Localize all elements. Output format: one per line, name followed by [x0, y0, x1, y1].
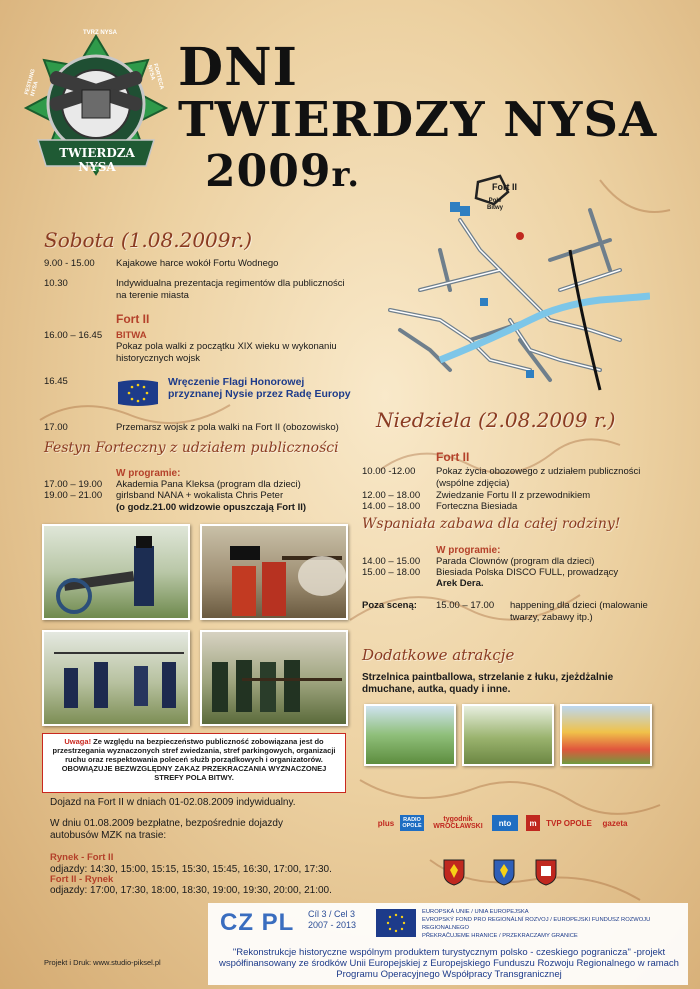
- item-text: Zwiedzanie Fortu II z przewodnikiem: [436, 490, 591, 501]
- warning-prefix: Uwaga!: [64, 737, 92, 746]
- sunday-fort-title: Fort II: [436, 450, 470, 464]
- sunday-heading: Niedziela (2.08.2009 r.): [376, 408, 616, 432]
- title-line-3: [205, 146, 361, 197]
- item-time: 17.00 – 19.00: [44, 479, 103, 490]
- cil-line-1: Cíl 3 / Cel 3: [308, 909, 356, 919]
- saturday-item-2: [44, 278, 364, 304]
- safety-warning-box: [42, 733, 346, 793]
- cannon-scene-icon: [44, 526, 190, 620]
- item-text: girlsband NANA + wokalista Chris Peter: [116, 490, 284, 501]
- extras-text: Strzelnica paintballowa, strzelanie z łuku, zjeżdżalnie dmuchane, autka, quady i inne.: [362, 672, 614, 695]
- item-text-2: Arek Dera.: [436, 578, 484, 589]
- coat-of-arms-1-icon: [442, 858, 466, 886]
- festyn-program-label: W programie:: [116, 468, 181, 479]
- festyn-heading: Festyn Forteczny z udziałem publiczności: [44, 440, 339, 456]
- sponsor-tygodnik: tygodnik WROCŁAWSKI: [433, 816, 483, 830]
- eu-program-text: [422, 908, 684, 940]
- flag-ceremony-text: Wręczenie Flagi Honorowej przyznanej Nysie przez Radę Europy: [168, 376, 351, 400]
- item-text: Forteczna Biesiada: [436, 501, 518, 512]
- item-time: 15.00 – 18.00: [362, 567, 421, 578]
- stage-text: happening dla dzieci (malowanie twarzy, zabawy itp.): [510, 600, 648, 623]
- photo-bouncy-castle: [560, 704, 652, 766]
- item-time: 9.00 - 15.00: [44, 258, 95, 269]
- title-line-2: TWIERDZY NYSA: [178, 92, 658, 148]
- infantry-scene-icon: [44, 632, 190, 726]
- route-1-times: odjazdy: 14:30, 15:00, 15:15, 15:30, 15:45, 16:30, 17:00, 17:30.: [50, 864, 332, 875]
- eu-flag-icon: [116, 378, 160, 408]
- transport-line-2: W dniu 01.08.2009 bezpłatne, bezpośrednie dojazdy autobusów MZK na trasie:: [50, 818, 283, 841]
- eu-line-1: EUROPSKÁ UNIE / UNIA EUROPEJSKA: [422, 909, 529, 915]
- stage-time: 15.00 – 17.00: [436, 600, 495, 611]
- sunday-item-1: [362, 466, 682, 490]
- sponsor-nto: nto: [492, 815, 518, 831]
- item-time: 14.00 – 15.00: [362, 556, 421, 567]
- czpl-logo: CZ PL: [220, 909, 295, 936]
- photo-cannon: [42, 524, 190, 620]
- saturday-fort-title: Fort II: [116, 312, 150, 326]
- festyn-note: (o godz.21.00 widzowie opuszczają Fort II): [116, 502, 307, 513]
- saturday-item-battle: [44, 330, 364, 366]
- extras-heading: Dodatkowe atrakcje: [362, 646, 515, 664]
- item-text: Przemarsz wojsk z pola walki na Fort II (obozowisko): [116, 422, 339, 433]
- family-item-2: [362, 567, 682, 591]
- map-field-label: Pole Bitwy: [486, 198, 503, 211]
- title-year: 2009: [205, 146, 332, 197]
- route-2-times: odjazdy: 17:00, 17:30, 18:00, 18:30, 19:00, 19:30, 20:00, 21:00.: [50, 885, 332, 896]
- family-heading: Wspaniała zabawa dla całej rodziny!: [362, 516, 621, 532]
- warning-text: Ze względu na bezpieczeństwo publiczność zobowiązana jest do przestrzegania wyznaczonych stref zwiedzania, stref parkingowych, organizacji ruchu oraz respektowania poleceń służb porządkowych i organizatorów.: [52, 737, 336, 764]
- eu-line-2: EVROPSKÝ FOND PRO REGIONÁLNÍ ROZVOJ / EUROPEJSKI FUNDUSZ ROZWOJU REGIONALNEGO: [422, 917, 651, 931]
- festyn-item-2: [44, 490, 364, 502]
- item-text: Parada Clownów (program dla dzieci): [436, 556, 595, 567]
- family-stage: [362, 600, 682, 624]
- transport-line-1: Dojazd na Fort II w dniach 01-02.08.2009 indywidualny.: [50, 797, 296, 808]
- coat-of-arms-2-icon: [492, 858, 516, 886]
- item-time: 10.30: [44, 278, 68, 289]
- cil-logo: [308, 909, 356, 931]
- family-program-label: W programie:: [436, 545, 501, 556]
- sponsor-plus: plus: [377, 818, 395, 828]
- sponsor-m: m: [526, 815, 540, 831]
- item-text: Indywidualna prezentacja regimentów dla publiczności na terenie miasta: [116, 278, 345, 301]
- soldiers-scene-icon: [202, 526, 348, 620]
- fortress-logo: [18, 28, 174, 178]
- logo-ring-top: TVRZ NYSA: [82, 30, 117, 36]
- saturday-item-1: [44, 258, 364, 274]
- item-subtitle: BITWA: [116, 330, 147, 341]
- item-text: Pokaz pola walki z początku XIX wieku w wykonaniu historycznych wojsk: [116, 341, 337, 364]
- photo-infantry: [42, 630, 190, 726]
- route-2-title: Fort II - Rynek: [50, 874, 114, 885]
- eu-project-quote: "Rekonstrukcje historyczne wspólnym produktem turystycznym polsko - czeskiego pogranicza" -projekt współfinansowany ze środków Unii Europejskiej z Europejskiego Funduszu Rozwoju Regionalnego w ramach Programu Operacyjnego Współpracy Transgranicznej: [219, 947, 679, 980]
- stage-label: Poza sceną:: [362, 600, 417, 611]
- sponsor-gazeta: gazeta: [602, 818, 628, 828]
- photo-quad: [462, 704, 554, 766]
- item-text: Akademia Pana Kleksa (program dla dzieci): [116, 479, 301, 490]
- item-time: 14.00 – 18.00: [362, 501, 421, 512]
- item-time: 16.45: [44, 376, 68, 387]
- eu-flag-small-icon: [376, 909, 416, 937]
- item-time: 12.00 – 18.00: [362, 490, 421, 501]
- photo-kids-cars: [364, 704, 456, 766]
- route-1-title: Rynek - Fort II: [50, 852, 114, 863]
- saturday-item-march: [44, 422, 364, 436]
- saturday-item-flag: [44, 376, 364, 416]
- sunday-item-3: [362, 501, 682, 513]
- saturday-heading: Sobota (1.08.2009r.): [44, 228, 253, 252]
- coat-of-arms-3-icon: [534, 858, 558, 886]
- item-text: Biesiada Polska DISCO FULL, prowadzący: [436, 567, 619, 578]
- cil-line-2: 2007 - 2013: [308, 920, 357, 930]
- sponsor-tvp-opole: TVP OPOLE: [546, 818, 592, 828]
- warning-emphasis: OBOWIĄZUJE BEZWZGLĘDNY ZAKAZ PRZEKRACZANIA WYZNACZONEJ STREFY POLA BITWY.: [61, 764, 327, 782]
- logo-ring-right: FORTECA NYSA: [146, 62, 165, 91]
- title-line-1: DNI: [178, 37, 298, 98]
- item-time: 17.00: [44, 422, 68, 433]
- logo-ribbon-text: TWIERDZA NYSA: [59, 146, 135, 174]
- title-year-suffix: r.: [331, 155, 361, 195]
- item-text: Pokaz życia obozowego z udziałem publiczności (wspólne zdjęcia): [436, 466, 641, 489]
- logo-ring-left: FESTUNG NYSA: [24, 68, 40, 98]
- item-time: 19.00 – 21.00: [44, 490, 103, 501]
- photo-soldiers-firing: [200, 524, 348, 620]
- print-credit: Projekt i Druk: www.studio-piksel.pl: [44, 958, 161, 967]
- item-text: Kajakowe harce wokół Fortu Wodnego: [116, 258, 279, 269]
- map-fort-label: Fort II: [492, 182, 517, 192]
- eu-line-3: PŘEKRAČUJEME HRANICE / PRZEKRACZAMY GRANICE: [422, 933, 578, 939]
- eu-funding-bar: [208, 903, 688, 985]
- item-time: 16.00 – 16.45: [44, 330, 103, 341]
- sponsor-radio-opole: RADIO OPOLE: [400, 815, 424, 831]
- firing-line-icon: [202, 632, 348, 726]
- route-map: [360, 170, 650, 400]
- photo-line-infantry: [200, 630, 348, 726]
- item-time: 10.00 -12.00: [362, 466, 416, 477]
